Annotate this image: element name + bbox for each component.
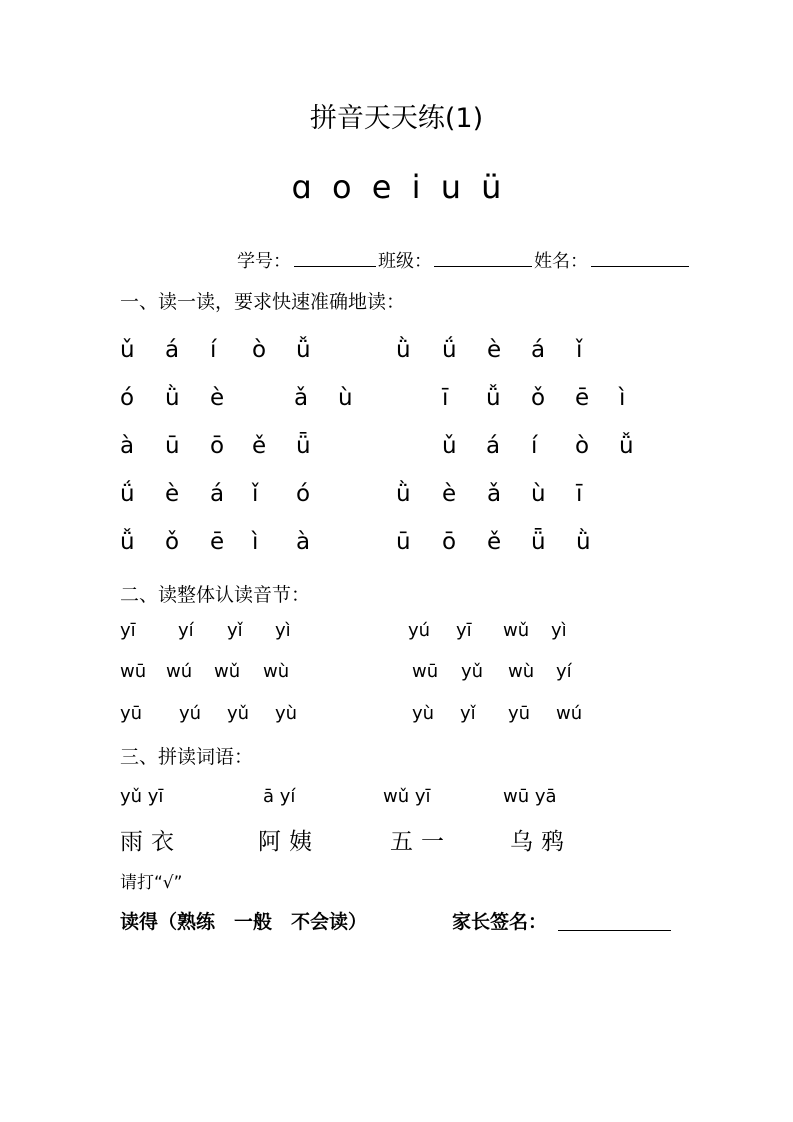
read-level-label: 读得（熟练 一般 不会读） [120, 911, 368, 933]
tone-syllable: ē [575, 385, 590, 411]
word-pinyin: wū yā [503, 786, 557, 807]
tone-syllable: í [210, 337, 217, 363]
tone-syllable: ǐ [252, 481, 259, 507]
page-title: 拼音天天练(1) [309, 103, 484, 134]
vowel-item: o [332, 168, 352, 206]
tone-syllable: ì [619, 385, 626, 411]
word-pinyin: yǔ yī [120, 786, 164, 807]
tone-syllable: ó [120, 385, 135, 411]
tone-syllable: ī [442, 385, 449, 411]
tone-syllable: ù [338, 385, 353, 411]
tone-syllable: ò [252, 337, 267, 363]
tone-syllable: à [296, 529, 311, 555]
section3-title: 三、拼读词语： [120, 746, 254, 768]
tone-syllable: è [442, 481, 457, 507]
whole-syllable: yù [275, 703, 298, 724]
tone-syllable: è [165, 481, 180, 507]
tone-syllable: ě [252, 433, 267, 459]
whole-syllable: yú [408, 620, 431, 641]
tone-syllable: ǖ [296, 433, 311, 459]
tone-syllable: á [165, 337, 180, 363]
tone-syllable: ǜ [396, 481, 411, 507]
whole-syllable: yí [178, 620, 194, 641]
tone-syllable: ǘ [442, 337, 457, 363]
word-hanzi: 阿姨 [258, 829, 320, 855]
tone-syllable: ō [210, 433, 225, 459]
parent-sign-label: 家长签名： [452, 911, 548, 933]
whole-syllable: yǔ [461, 661, 484, 682]
tone-syllable: ǚ [120, 529, 135, 555]
tone-syllable: ǚ [296, 337, 311, 363]
whole-syllable: yù [412, 703, 435, 724]
vowel-item: ü [481, 168, 502, 206]
word-hanzi: 五一 [390, 829, 452, 855]
whole-syllable: yú [179, 703, 202, 724]
tone-syllable: è [210, 385, 225, 411]
whole-syllable: yǐ [460, 703, 476, 724]
vowel-list [0, 168, 793, 206]
tone-syllable: ō [442, 529, 457, 555]
class-label: 班级： [378, 251, 432, 272]
word-pinyin: wǔ yī [383, 786, 431, 807]
section2-title: 二、读整体认读音节： [120, 584, 311, 606]
tone-syllable: ì [252, 529, 259, 555]
whole-syllable: yū [508, 703, 531, 724]
whole-syllable: yì [275, 620, 291, 641]
whole-syllable: wū [120, 661, 147, 682]
whole-syllable: wǔ [503, 620, 530, 641]
tone-syllable: ǘ [120, 481, 135, 507]
tone-syllable: ò [575, 433, 590, 459]
vowel-item: i [411, 168, 421, 206]
whole-syllable: wú [556, 703, 583, 724]
whole-syllable: yū [120, 703, 143, 724]
tone-syllable: ē [210, 529, 225, 555]
word-hanzi: 乌鸦 [510, 829, 572, 855]
tone-syllable: ǜ [396, 337, 411, 363]
tone-syllable: ě [487, 529, 502, 555]
tone-syllable: ǐ [576, 337, 583, 363]
student-no-field[interactable] [294, 266, 376, 267]
tone-syllable: ū [165, 433, 180, 459]
name-field[interactable] [591, 266, 689, 267]
tone-syllable: á [486, 433, 501, 459]
tone-syllable: ǒ [531, 385, 546, 411]
tone-syllable: í [531, 433, 538, 459]
whole-syllable: yì [551, 620, 567, 641]
vowel-item: u [440, 168, 461, 206]
student-no-label: 学号： [237, 251, 291, 272]
tone-syllable: ù [531, 481, 546, 507]
word-hanzi: 雨衣 [120, 829, 182, 855]
tone-syllable: ǚ [486, 385, 501, 411]
tone-syllable: á [210, 481, 225, 507]
tone-syllable: ǚ [619, 433, 634, 459]
tone-syllable: ó [296, 481, 311, 507]
whole-syllable: yǔ [227, 703, 250, 724]
check-note: 请打“√” [120, 873, 183, 893]
name-label: 姓名： [534, 251, 588, 272]
tone-syllable: ǎ [487, 481, 502, 507]
class-field[interactable] [434, 266, 532, 267]
whole-syllable: yí [556, 661, 572, 682]
word-pinyin: ā yí [263, 786, 296, 807]
whole-syllable: wú [166, 661, 193, 682]
tone-syllable: ǔ [120, 337, 135, 363]
tone-syllable: ǜ [165, 385, 180, 411]
parent-sign-field[interactable] [558, 930, 671, 931]
whole-syllable: yǐ [227, 620, 243, 641]
tone-syllable: à [120, 433, 135, 459]
whole-syllable: wū [412, 661, 439, 682]
whole-syllable: yī [456, 620, 472, 641]
tone-syllable: á [531, 337, 546, 363]
tone-syllable: ǖ [531, 529, 546, 555]
tone-syllable: ī [576, 481, 583, 507]
tone-syllable: ǒ [165, 529, 180, 555]
tone-syllable: ǔ [442, 433, 457, 459]
whole-syllable: wù [263, 661, 290, 682]
whole-syllable: yī [120, 620, 136, 641]
whole-syllable: wǔ [214, 661, 241, 682]
whole-syllable: wù [508, 661, 535, 682]
section1-title: 一、读一读，要求快速准确地读： [120, 291, 406, 313]
vowel-item: ɑ [291, 168, 312, 206]
tone-syllable: ǎ [294, 385, 309, 411]
vowel-item: e [371, 168, 392, 206]
tone-syllable: ǜ [576, 529, 591, 555]
tone-syllable: ū [396, 529, 411, 555]
tone-syllable: è [487, 337, 502, 363]
